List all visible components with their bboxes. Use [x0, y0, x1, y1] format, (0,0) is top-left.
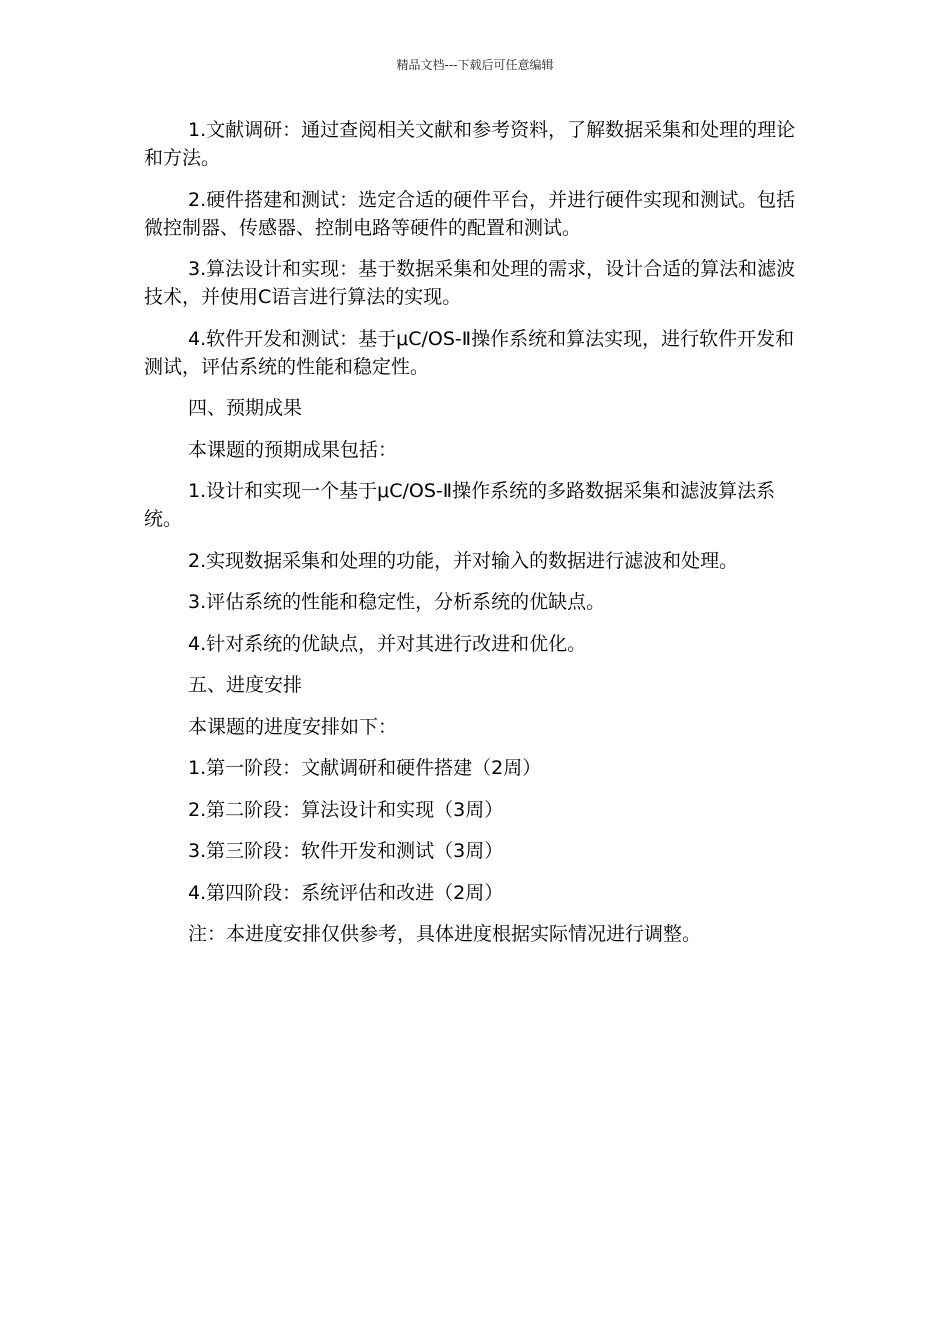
- schedule-intro: 本课题的进度安排如下：: [188, 715, 398, 738]
- expected-result-item: 3.评估系统的性能和稳定性，分析系统的优缺点。: [188, 591, 606, 613]
- schedule-item: 2.第二阶段：算法设计和实现（3周）: [188, 798, 504, 821]
- section-heading-schedule: 五、进度安排: [188, 674, 303, 696]
- schedule-item: 4.第四阶段：系统评估和改进（2周）: [188, 881, 504, 904]
- expected-result-item: 1.设计和实现一个基于μC/OS-Ⅱ操作系统的多路数据采集和滤波算法系统。: [144, 480, 776, 530]
- expected-result-item: 2.实现数据采集和处理的功能，并对输入的数据进行滤波和处理。: [188, 549, 739, 572]
- expected-result-item: 4.针对系统的优缺点，并对其进行改进和优化。: [188, 632, 587, 655]
- method-algorithm-design: 3.算法设计和实现：基于数据采集和处理的需求，设计合适的算法和滤波技术，并使用C语言进行算法的实现。: [144, 258, 796, 308]
- method-literature-review: 1.文献调研：通过查阅相关文献和参考资料，了解数据采集和处理的理论和方法。: [144, 119, 796, 169]
- document-body: [144, 116, 806, 962]
- method-software-development: 4.软件开发和测试：基于μC/OS-Ⅱ操作系统和算法实现，进行软件开发和测试，评估系统的性能和稳定性。: [144, 327, 795, 378]
- schedule-note: 注：本进度安排仅供参考，具体进度根据实际情况进行调整。: [188, 923, 702, 945]
- section-heading-expected-results: 四、预期成果: [188, 397, 303, 419]
- method-hardware-setup: 2.硬件搭建和测试：选定合适的硬件平台，并进行硬件实现和测试。包括微控制器、传感器、控制电路等硬件的配置和测试。: [144, 188, 796, 239]
- schedule-item: 1.第一阶段：文献调研和硬件搭建（2周）: [188, 757, 542, 779]
- expected-results-intro: 本课题的预期成果包括：: [188, 438, 398, 461]
- schedule-item: 3.第三阶段：软件开发和测试（3周）: [188, 840, 504, 862]
- page-header: 精品文档---下载后可任意编辑: [396, 58, 554, 72]
